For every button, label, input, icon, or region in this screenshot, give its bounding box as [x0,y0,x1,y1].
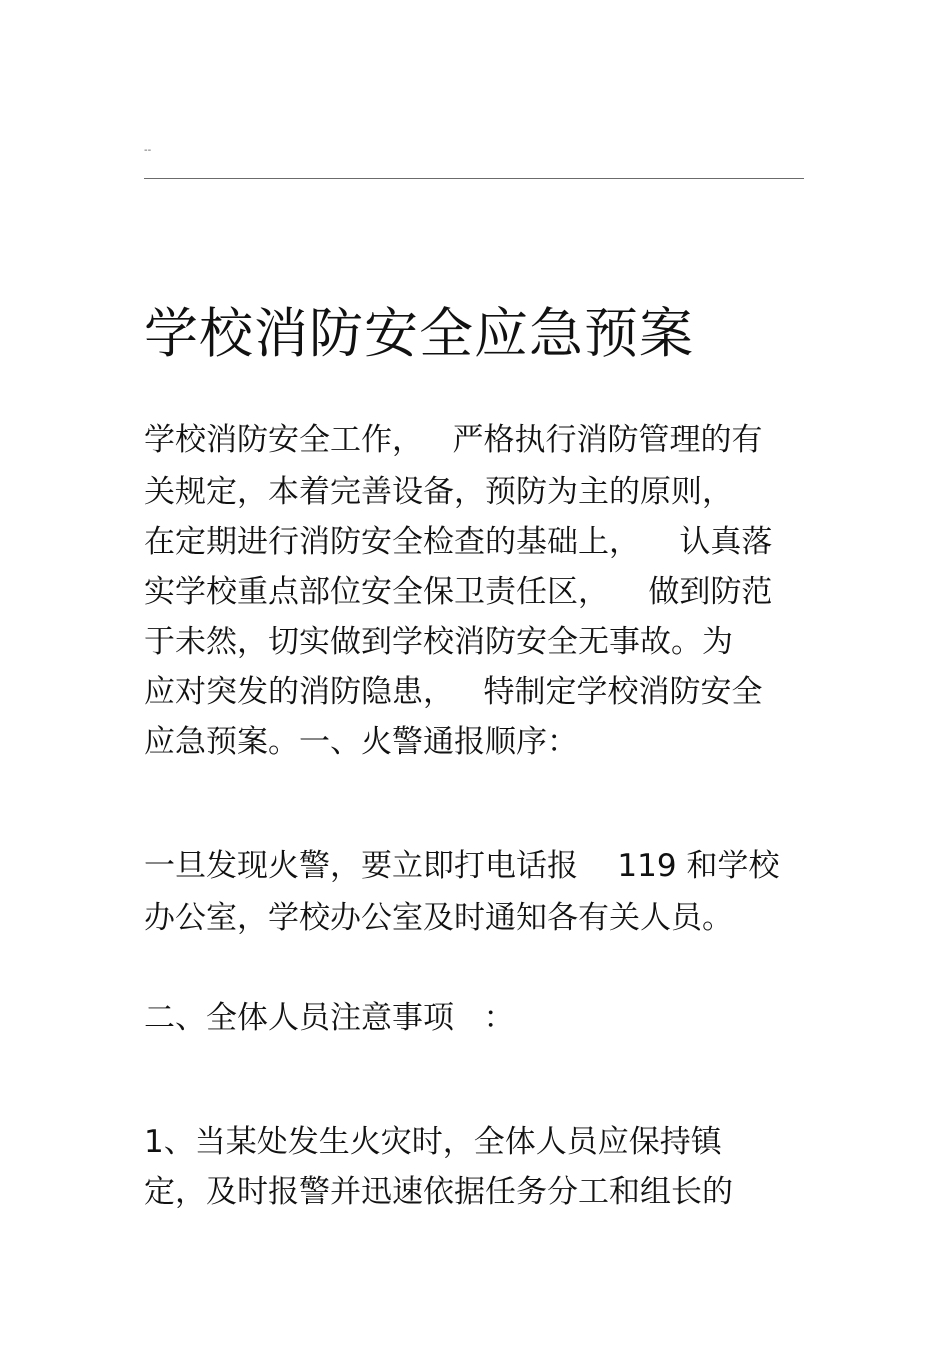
paragraph-line: 一旦发现火警，要立即打电话报 119 和学校 [144,848,780,884]
paragraph-line: 在定期进行消防安全检查的基础上， 认真落 [144,524,773,560]
paragraph-line: 1、当某处发生火灾时，全体人员应保持镇 [144,1124,722,1160]
paragraph-line: 应急预案。一、火警通报顺序： [144,724,578,760]
paragraph-line: 关规定，本着完善设备，预防为主的原则， [144,474,733,510]
header-mark: -- [144,145,152,156]
paragraph-line: 实学校重点部位安全保卫责任区， 做到防范 [144,574,773,610]
header-divider [144,178,804,179]
section-heading: 二、全体人员注意事项 ： [144,1000,515,1036]
paragraph-line: 办公室，学校办公室及时通知各有关人员。 [144,900,733,936]
paragraph-line: 应对突发的消防隐患， 特制定学校消防安全 [144,674,763,710]
paragraph-line: 于未然，切实做到学校消防安全无事故。为 [144,624,733,660]
paragraph-line: 学校消防安全工作， 严格执行消防管理的有 [144,422,763,458]
document-title: 学校消防安全应急预案 [144,302,694,365]
paragraph-line: 定，及时报警并迅速依据任务分工和组长的 [144,1174,733,1210]
